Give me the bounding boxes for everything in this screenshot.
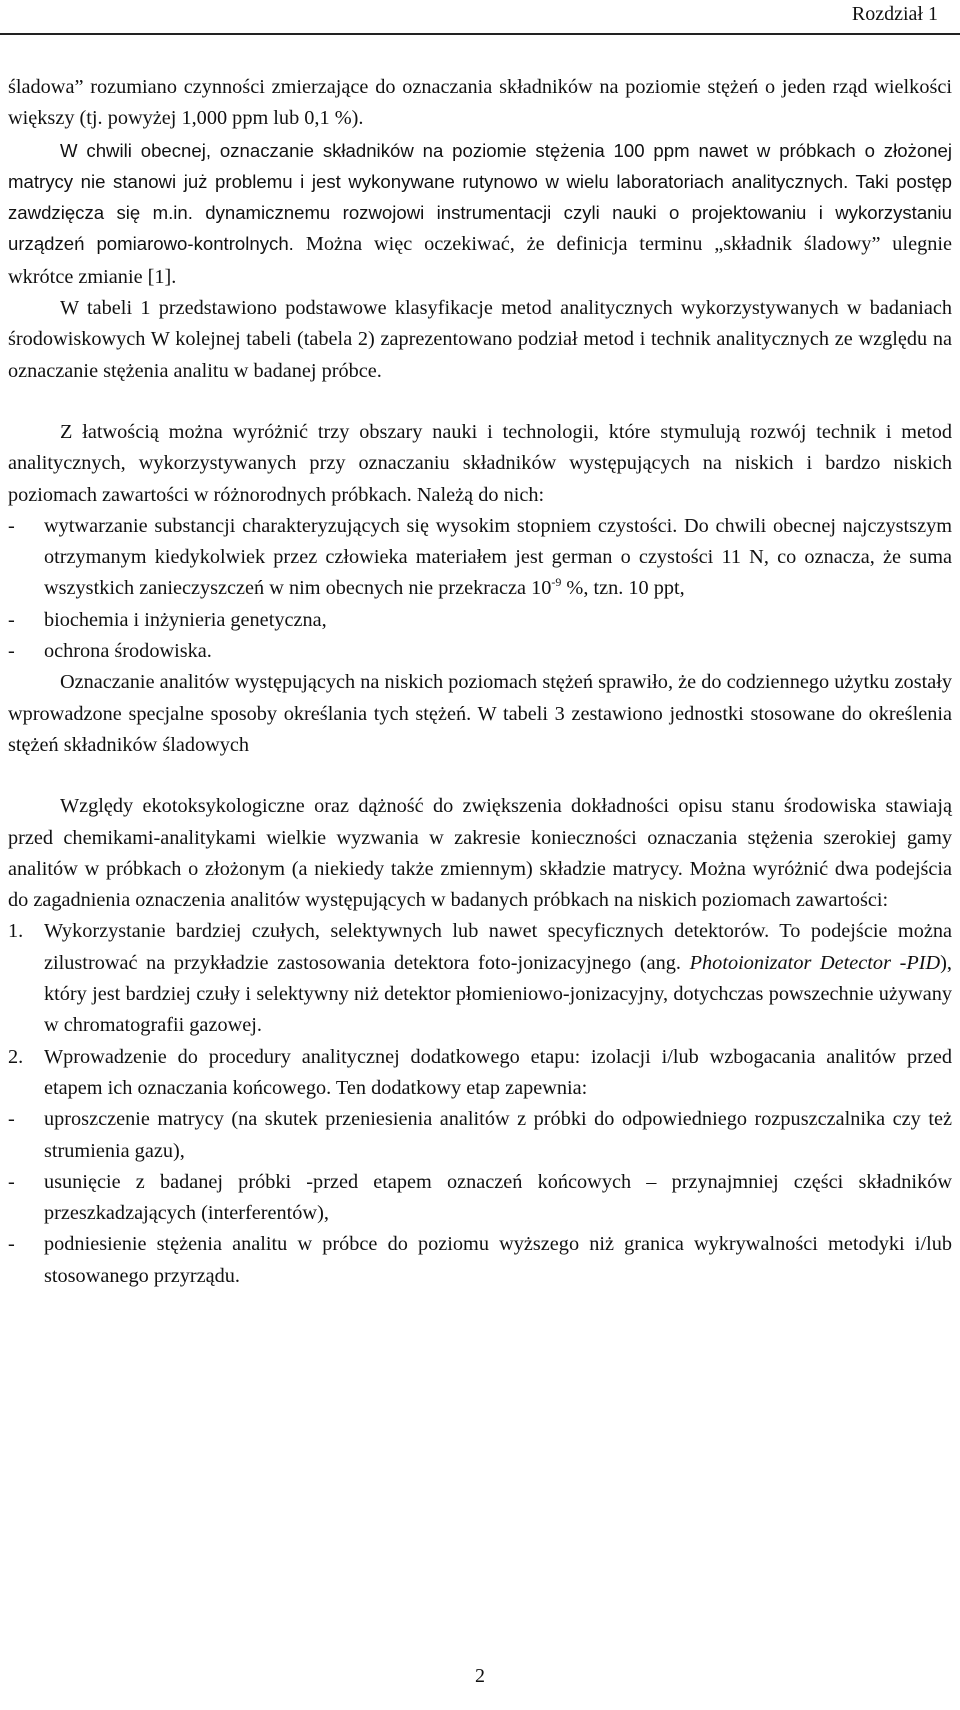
list-item bbox=[8, 1229, 952, 1292]
chapter-title: Rozdział 1 bbox=[851, 3, 938, 25]
page-number: 2 bbox=[475, 1665, 485, 1687]
list-item bbox=[8, 636, 952, 667]
list-item-text: podniesienie stężenia analitu w próbce do poziomu wyższego niż granica wykrywalności metodyki i/lub stosowanego przyrządu. bbox=[44, 1233, 952, 1287]
list-item-text: ochrona środowiska. bbox=[44, 640, 212, 663]
paragraph-text: W chwili obecnej, oznaczanie składników na poziomie stężenia 100 ppm nawet w próbkach o złożonej matrycy nie stanowi już problemu i jest wykonywane rutynowo w wielu laboratoriach analitycznych. Taki postęp zawdzięcza się m.in. dynamicznemu rozwojowi instrumentacji czyli nauki o projektowaniu i wykorzystaniu urządzeń pomiarowo-kontrolnych. bbox=[8, 139, 952, 255]
list-item bbox=[8, 1104, 952, 1167]
paragraph: W tabeli 1 przedstawiono podstawowe klasyfikacje metod analitycznych wykorzystywanych w badaniach środowiskowych W kolejnej tabeli (tabela 2) zaprezentowano podział metod i technik analitycznych ze względu na oznaczanie stężenia analitu w badanej próbce. bbox=[8, 297, 952, 382]
list-item-text: uproszczenie matrycy (na skutek przeniesienia analitów z próbki do odpowiedniego rozpuszczalnika czy też strumienia gazu), bbox=[44, 1108, 952, 1162]
list-item bbox=[8, 1167, 952, 1230]
paragraph: Względy ekotoksykologiczne oraz dążność do zwiększenia dokładności opisu stanu środowiska stawiają przed chemikami-analitykami wielkie wyzwania w zakresie konieczności oznaczania stężenia szerokiej gamy analitów w próbkach o złożonym (a niekiedy także zmiennym) składzie matrycy. Można wyróżnić dwa podejścia do zagadnienia oznaczenia analitów występujących w badanych próbkach na niskich poziomach zawartości: bbox=[8, 795, 952, 912]
list-item bbox=[8, 605, 952, 636]
item-number: 2. bbox=[8, 1045, 24, 1068]
list-item-text: biochemia i inżynieria genetyczna, bbox=[44, 608, 327, 631]
list-item-text: usunięcie z badanej próbki -przed etapem oznaczeń końcowych – przynajmniej części składników przeszkadzających (interferentów), bbox=[44, 1170, 952, 1225]
paragraph: śladowa” rozumiano czynności zmierzające do oznaczania składników na poziomie stężeń o jeden rząd wielkości większy (tj. powyżej 1,000 ppm lub 0,1 %). bbox=[8, 76, 952, 130]
list-marker: - bbox=[8, 1233, 15, 1256]
list-item-text: wytwarzanie substancji charakteryzujących się wysokim stopniem czystości. Do chwili obecnej najczystszym otrzymanym kiedykolwiek przez człowieka materiałem jest german o czystości 11 N, co oznacza, że suma wszystkich zanieczyszczeń w nim obecnych nie przekracza $10^{-9}$ %, tzn. 10 ppt, bbox=[44, 514, 952, 600]
italic-term: Photoionizator Detector -PID bbox=[689, 951, 941, 974]
numbered-item bbox=[8, 1042, 952, 1105]
paragraph-text: Można więc oczekiwać, że definicja terminu „składnik śladowy” ulegnie wkrótce zmianie [1]. bbox=[8, 233, 952, 288]
numbered-item bbox=[8, 916, 952, 1041]
numbered-item-text: Wykorzystanie bardziej czułych, selektywnych lub nawet specyficznych detektorów. To podejście można zilustrować na przykładzie zastosowania detektora foto-jonizacyjnego (ang. Photoionizator Detector -PID), który jest bardziej czuły i selektywny niż detektor płomieniowo-jonizacyjny, dotychczas powszechnie używany w chromatografii gazowej. bbox=[44, 920, 952, 1037]
list-marker: - bbox=[8, 1108, 15, 1131]
list-marker: - bbox=[8, 514, 15, 537]
page-header bbox=[0, 0, 960, 35]
numbered-item-text: Wprowadzenie do procedury analitycznej dodatkowego etapu: izolacji i/lub wzbogacania analitów przed etapem ich oznaczania końcowego. Ten dodatkowy etap zapewnia: bbox=[44, 1045, 952, 1099]
list-marker: - bbox=[8, 1170, 15, 1193]
item-number: 1. bbox=[8, 920, 24, 943]
list-marker: - bbox=[8, 608, 15, 631]
list-marker: - bbox=[8, 640, 15, 663]
document-body bbox=[8, 72, 952, 1292]
list-item bbox=[8, 511, 952, 605]
exponent: -9 bbox=[551, 575, 562, 590]
paragraph: Oznaczanie analitów występujących na niskich poziomach stężeń sprawiło, że do codziennego użytku zostały wprowadzone specjalne sposoby określania tych stężeń. W tabeli 3 zestawiono jednostki stosowane do określenia stężeń składników śladowych bbox=[8, 671, 952, 756]
paragraph: Z łatwością można wyróżnić trzy obszary nauki i technologii, które stymulują rozwój technik i metod analitycznych, wykorzystywanych przy oznaczaniu składników występujących na niskich i bardzo niskich poziomach zawartości w różnorodnych próbkach. Należą do nich: bbox=[8, 420, 952, 506]
paragraph bbox=[8, 135, 952, 293]
